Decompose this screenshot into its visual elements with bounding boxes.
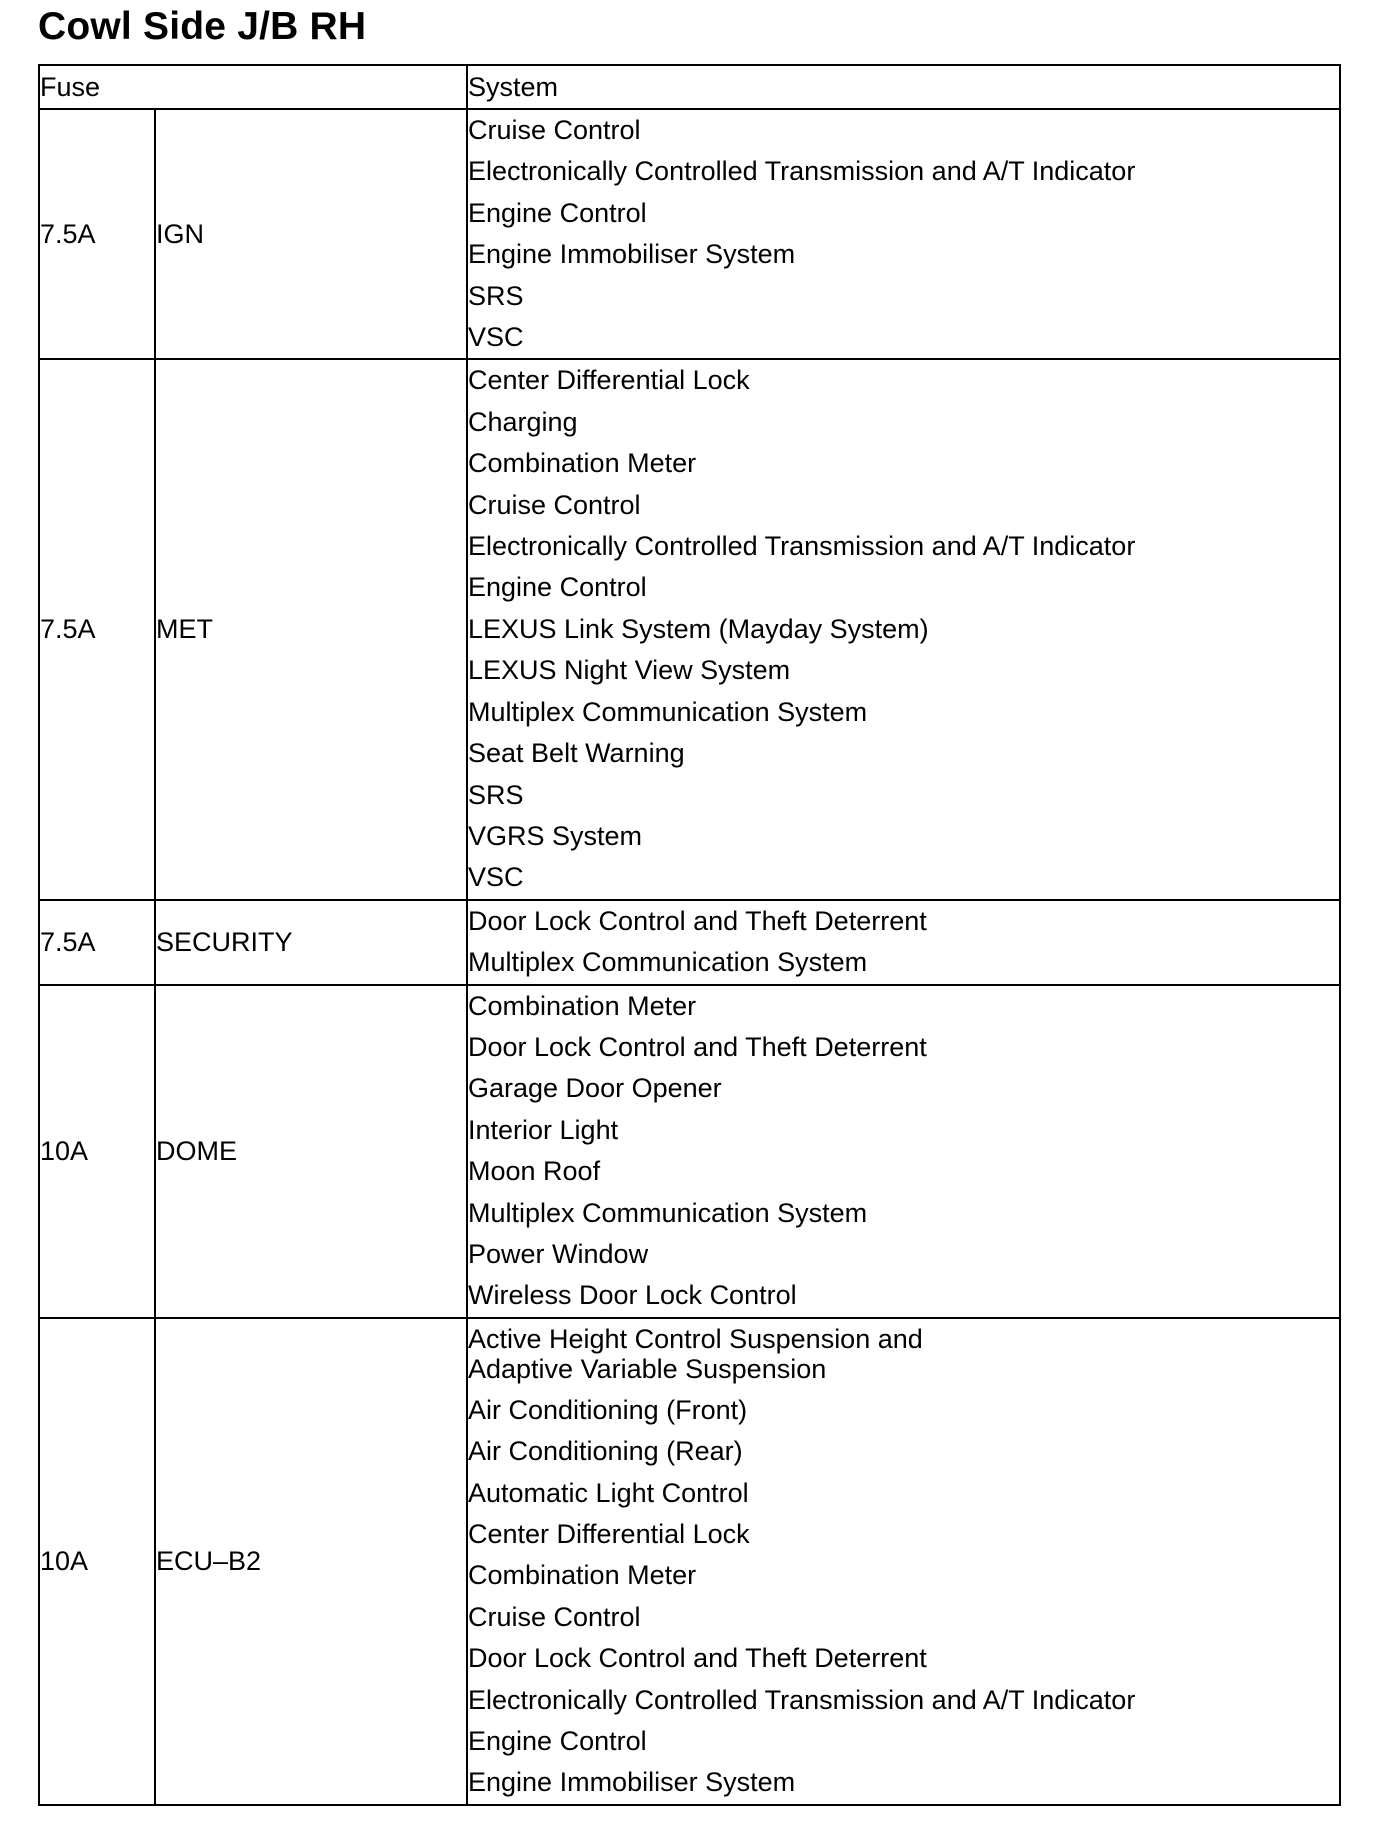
system-item: SRS bbox=[468, 280, 524, 311]
system-item: Combination Meter bbox=[468, 1560, 697, 1591]
system-list bbox=[467, 900, 1340, 985]
table-row bbox=[39, 359, 1340, 899]
fuse-amperage: 10A bbox=[39, 1318, 155, 1805]
table-row bbox=[39, 985, 1340, 1318]
page-title: Cowl Side J/B RH bbox=[38, 5, 367, 48]
system-list bbox=[467, 1318, 1340, 1805]
system-item: Power Window bbox=[468, 1238, 649, 1269]
system-item: Seat Belt Warning bbox=[468, 738, 685, 769]
fuse-amperage: 7.5A bbox=[39, 359, 155, 899]
fuse-name: DOME bbox=[155, 985, 467, 1318]
system-item: VSC bbox=[468, 862, 524, 893]
system-item: Electronically Controlled Transmission and A/T Indicator bbox=[468, 531, 1136, 562]
fuse-column-header: Fuse bbox=[39, 65, 467, 109]
system-item: Combination Meter bbox=[468, 990, 697, 1021]
fuse-amperage: 7.5A bbox=[39, 900, 155, 985]
fuse-name: SECURITY bbox=[155, 900, 467, 985]
fuse-rows bbox=[39, 109, 1340, 1805]
system-item: Engine Control bbox=[468, 572, 647, 603]
system-item: Air Conditioning (Front) bbox=[468, 1394, 748, 1425]
system-item: Cruise Control bbox=[468, 115, 641, 145]
system-item: Door Lock Control and Theft Deterrent bbox=[468, 1643, 927, 1674]
fuse-table bbox=[38, 64, 1341, 1806]
fuse-amperage: 10A bbox=[39, 985, 155, 1318]
system-item: Door Lock Control and Theft Deterrent bbox=[468, 1031, 927, 1062]
system-item: VGRS System bbox=[468, 820, 643, 851]
system-item: Multiplex Communication System bbox=[468, 1197, 868, 1228]
system-item: Multiplex Communication System bbox=[468, 947, 868, 978]
system-item: Combination Meter bbox=[468, 448, 697, 479]
system-item: LEXUS Link System (Mayday System) bbox=[468, 613, 929, 644]
system-item: Cruise Control bbox=[468, 489, 641, 520]
system-item: SRS bbox=[468, 779, 524, 810]
system-item: Multiplex Communication System bbox=[468, 696, 868, 727]
system-item: Engine Immobiliser System bbox=[468, 1767, 796, 1798]
system-item: Engine Control bbox=[468, 197, 647, 228]
fuse-name: ECU–B2 bbox=[155, 1318, 467, 1805]
system-item: Center Differential Lock bbox=[468, 1519, 750, 1549]
system-item: Center Differential Lock bbox=[468, 365, 750, 396]
system-item: Automatic Light Control bbox=[468, 1477, 749, 1508]
system-item: Garage Door Opener bbox=[468, 1073, 722, 1104]
system-item: Cruise Control bbox=[468, 1601, 641, 1632]
system-item: Moon Roof bbox=[468, 1156, 601, 1187]
fuse-name: IGN bbox=[155, 109, 467, 359]
system-item: Electronically Controlled Transmission and A/T Indicator bbox=[468, 156, 1136, 187]
system-item: Electronically Controlled Transmission and A/T Indicator bbox=[468, 1684, 1136, 1715]
table-row bbox=[39, 1318, 1340, 1805]
system-list bbox=[467, 359, 1340, 899]
system-item: Air Conditioning (Rear) bbox=[468, 1436, 743, 1467]
table-row bbox=[39, 900, 1340, 985]
table-row bbox=[39, 109, 1340, 359]
fuse-amperage: 7.5A bbox=[39, 109, 155, 359]
system-item: Interior Light bbox=[468, 1114, 619, 1145]
system-item: Wireless Door Lock Control bbox=[468, 1280, 797, 1311]
system-column-header: System bbox=[467, 65, 1340, 109]
system-list bbox=[467, 985, 1340, 1318]
system-item: Engine Control bbox=[468, 1726, 647, 1757]
system-item: Door Lock Control and Theft Deterrent bbox=[468, 905, 927, 936]
system-list bbox=[467, 109, 1340, 359]
system-item: Charging bbox=[468, 406, 578, 437]
system-item: Engine Immobiliser System bbox=[468, 239, 796, 270]
system-item: LEXUS Night View System bbox=[468, 655, 791, 686]
header-row bbox=[39, 65, 1340, 109]
system-item: Active Height Control Suspension and Adaptive Variable Suspension bbox=[468, 1323, 923, 1384]
system-item: VSC bbox=[468, 322, 524, 353]
fuse-name: MET bbox=[155, 359, 467, 899]
